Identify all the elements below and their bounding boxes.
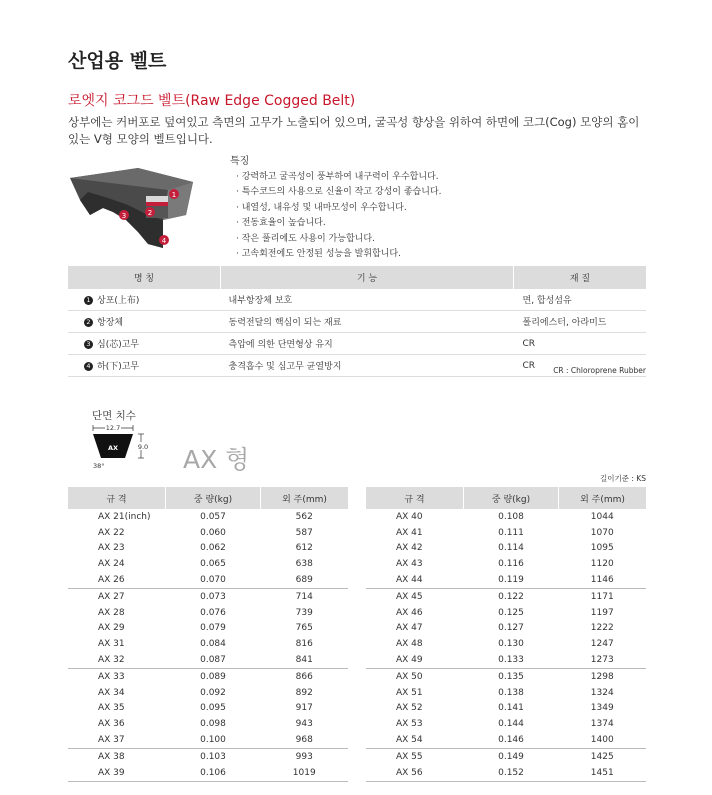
features-title: 특징 xyxy=(230,156,250,167)
belt-circumference: 1374 xyxy=(590,719,614,730)
belt-circumference: 1146 xyxy=(590,575,614,586)
belt-weight: 0.098 xyxy=(200,719,226,730)
belt-weight: 0.062 xyxy=(200,543,226,554)
belt-weight: 0.125 xyxy=(498,607,524,618)
belt-spec: AX 41 xyxy=(396,527,423,538)
table-row xyxy=(366,588,646,604)
component-function: 충격흡수 및 심고무 균열방지 xyxy=(221,355,514,377)
belt-spec: AX 45 xyxy=(366,588,464,604)
belt-circumference: 1451 xyxy=(559,765,647,781)
dimension-table-left xyxy=(68,487,348,782)
belt-weight: 0.133 xyxy=(498,655,524,666)
feature-item: · 전동효율이 높습니다. xyxy=(236,218,326,228)
belt-circumference: 765 xyxy=(295,623,313,634)
dimension-table-right xyxy=(366,487,646,782)
belt-weight: 0.073 xyxy=(166,588,261,604)
belt-circumference: 943 xyxy=(295,719,313,730)
belt-spec: AX 37 xyxy=(98,735,125,746)
belt-spec: AX 54 xyxy=(396,735,423,746)
belt-weight: 0.057 xyxy=(200,511,226,522)
component-spec-table xyxy=(68,266,646,377)
feature-item: · 고속회전에도 안정된 성능을 발휘합니다. xyxy=(236,249,401,259)
length-standard: 길이기준 : KS xyxy=(600,474,646,483)
belt-circumference: 968 xyxy=(295,735,313,746)
component-name: 심(芯)고무 xyxy=(97,340,140,350)
belt-circumference: 1070 xyxy=(590,527,614,538)
page-title: 산업용 벨트 xyxy=(68,50,167,72)
number-badge: 4 xyxy=(84,362,93,371)
belt-circumference: 1044 xyxy=(590,511,614,522)
table-row xyxy=(366,732,646,748)
belt-weight: 0.106 xyxy=(166,765,261,781)
header-spec: 규 격 xyxy=(366,487,464,509)
belt-spec: AX 52 xyxy=(396,703,423,714)
belt-circumference: 612 xyxy=(295,543,313,554)
belt-weight: 0.146 xyxy=(498,735,524,746)
belt-spec: AX 36 xyxy=(98,719,125,730)
belt-weight: 0.135 xyxy=(464,668,559,684)
belt-weight: 0.116 xyxy=(498,559,524,570)
belt-circumference: 1324 xyxy=(590,687,614,698)
belt-spec: AX 22 xyxy=(98,527,125,538)
header-weight: 중 량(kg) xyxy=(166,487,261,509)
table-row xyxy=(366,509,646,525)
belt-code: AX xyxy=(107,444,119,452)
belt-spec: AX 26 xyxy=(98,575,125,586)
belt-spec: AX 29 xyxy=(98,623,125,634)
table-row xyxy=(366,636,646,652)
belt-spec: AX 42 xyxy=(396,543,423,554)
header-function: 기 능 xyxy=(221,266,514,289)
table-row xyxy=(68,311,646,333)
belt-circumference: 1222 xyxy=(590,623,614,634)
belt-weight: 0.130 xyxy=(498,639,524,650)
cross-section-diagram xyxy=(85,422,165,482)
belt-weight: 0.119 xyxy=(498,575,524,586)
belt-spec: AX 46 xyxy=(396,607,423,618)
belt-weight: 0.092 xyxy=(200,687,226,698)
component-material: CR xyxy=(514,355,647,377)
table-row xyxy=(68,333,646,355)
belt-weight: 0.144 xyxy=(498,719,524,730)
table-row xyxy=(366,572,646,588)
width-dimension: 12.7 xyxy=(105,424,121,432)
component-name: 상포(上布) xyxy=(97,296,140,306)
belt-spec: AX 39 xyxy=(68,765,166,781)
belt-spec: AX 27 xyxy=(68,588,166,604)
belt-circumference: 562 xyxy=(295,511,313,522)
belt-spec: AX 43 xyxy=(396,559,423,570)
component-material: 폴리에스터, 아라미드 xyxy=(514,311,647,333)
table-row xyxy=(68,588,348,604)
number-badge: 1 xyxy=(84,296,93,305)
angle-dimension: 38° xyxy=(93,462,105,470)
height-dimension: 9.0 xyxy=(137,443,149,451)
belt-weight: 0.087 xyxy=(200,655,226,666)
belt-circumference: 1273 xyxy=(590,655,614,666)
belt-spec: AX 51 xyxy=(396,687,423,698)
belt-circumference: 1019 xyxy=(261,765,349,781)
table-row xyxy=(366,605,646,621)
table-row xyxy=(366,716,646,732)
table-row xyxy=(68,525,348,541)
belt-weight: 0.076 xyxy=(200,607,226,618)
table-row xyxy=(68,652,348,668)
feature-item: · 특수코드의 사용으로 신율이 작고 강성이 좋습니다. xyxy=(236,187,442,197)
table-row xyxy=(68,765,348,781)
table-row xyxy=(68,685,348,701)
number-badge: 3 xyxy=(84,340,93,349)
material-note: CR : Chloroprene Rubber xyxy=(553,366,646,375)
table-row xyxy=(68,668,348,684)
belt-circumference: 816 xyxy=(295,639,313,650)
belt-weight: 0.138 xyxy=(498,687,524,698)
belt-circumference: 917 xyxy=(295,703,313,714)
belt-spec: AX 56 xyxy=(366,765,464,781)
belt-circumference: 892 xyxy=(295,687,313,698)
table-row xyxy=(366,668,646,684)
table-row xyxy=(366,748,646,764)
belt-spec: AX 47 xyxy=(396,623,423,634)
header-name: 명 칭 xyxy=(68,266,221,289)
belt-weight: 0.141 xyxy=(498,703,524,714)
table-row xyxy=(68,289,646,311)
belt-circumference: 739 xyxy=(295,607,313,618)
section-subtitle: 로엣지 코그드 벨트(Raw Edge Cogged Belt) xyxy=(68,93,356,109)
feature-item: · 강력하고 굴곡성이 풍부하여 내구력이 우수합니다. xyxy=(236,171,439,182)
belt-weight: 0.127 xyxy=(498,623,524,634)
belt-circumference: 1247 xyxy=(590,639,614,650)
belt-circumference: 1120 xyxy=(590,559,614,570)
belt-weight: 0.084 xyxy=(200,639,226,650)
belt-circumference: 638 xyxy=(295,559,313,570)
table-row xyxy=(366,556,646,572)
table-row xyxy=(68,556,348,572)
figure-marker-1: 1 xyxy=(171,191,177,199)
table-row xyxy=(68,716,348,732)
belt-weight: 0.114 xyxy=(498,543,524,554)
table-row xyxy=(366,541,646,557)
belt-circumference: 1171 xyxy=(559,588,647,604)
header-circumference: 외 주(mm) xyxy=(261,487,349,509)
belt-weight: 0.111 xyxy=(498,527,524,538)
table-row xyxy=(68,509,348,525)
figure-marker-4: 4 xyxy=(161,237,167,245)
feature-item: · 내열성, 내유성 및 내마모성이 우수합니다. xyxy=(236,202,407,213)
belt-circumference: 993 xyxy=(261,748,349,764)
belt-spec: AX 28 xyxy=(98,607,125,618)
header-material: 재 질 xyxy=(514,266,647,289)
intro-paragraph: 상부에는 커버포로 덮여있고 측면의 고무가 노출되어 있으며, 굴곡성 향상을 위하여 하면에 코그(Cog) 모양의 홈이 있는 V형 모양의 벨트입니다. xyxy=(68,115,640,146)
figure-marker-3: 3 xyxy=(121,212,127,220)
table-row xyxy=(68,541,348,557)
belt-spec: AX 35 xyxy=(98,703,125,714)
table-row xyxy=(366,701,646,717)
belt-spec: AX 34 xyxy=(98,687,125,698)
table-row xyxy=(366,621,646,637)
table-row xyxy=(366,652,646,668)
features-list xyxy=(230,154,441,263)
belt-circumference: 1425 xyxy=(559,748,647,764)
belt-spec: AX 50 xyxy=(366,668,464,684)
belt-weight: 0.100 xyxy=(200,735,226,746)
header-weight: 중 량(kg) xyxy=(464,487,559,509)
figure-marker-2: 2 xyxy=(147,209,153,217)
belt-weight: 0.079 xyxy=(200,623,226,634)
table-row xyxy=(68,636,348,652)
belt-spec: AX 48 xyxy=(396,639,423,650)
belt-circumference: 866 xyxy=(261,668,349,684)
belt-weight: 0.103 xyxy=(166,748,261,764)
component-name: 하(下)고무 xyxy=(97,362,140,372)
table-row xyxy=(68,605,348,621)
table-row xyxy=(68,748,348,764)
table-row xyxy=(68,701,348,717)
belt-circumference: 1298 xyxy=(559,668,647,684)
belt-circumference: 587 xyxy=(295,527,313,538)
belt-circumference: 1349 xyxy=(590,703,614,714)
component-function: 동력전달의 핵심이 되는 재료 xyxy=(221,311,514,333)
belt-spec: AX 40 xyxy=(396,511,423,522)
belt-spec: AX 23 xyxy=(98,543,125,554)
belt-spec: AX 31 xyxy=(98,639,125,650)
table-row xyxy=(366,685,646,701)
number-badge: 2 xyxy=(84,318,93,327)
belt-circumference: 1400 xyxy=(590,735,614,746)
belt-weight: 0.122 xyxy=(464,588,559,604)
table-row xyxy=(366,765,646,781)
belt-weight: 0.089 xyxy=(166,668,261,684)
belt-weight: 0.108 xyxy=(498,511,524,522)
belt-circumference: 689 xyxy=(295,575,313,586)
header-spec: 규 격 xyxy=(68,487,166,509)
table-row xyxy=(68,572,348,588)
component-function: 내부항장체 보호 xyxy=(221,289,514,311)
belt-circumference: 714 xyxy=(261,588,349,604)
belt-spec: AX 24 xyxy=(98,559,125,570)
belt-weight: 0.070 xyxy=(200,575,226,586)
belt-weight: 0.065 xyxy=(200,559,226,570)
belt-illustration xyxy=(68,160,198,260)
table-row xyxy=(366,525,646,541)
belt-spec: AX 49 xyxy=(396,655,423,666)
belt-spec: AX 32 xyxy=(98,655,125,666)
cross-section-label: 단면 치수 xyxy=(92,410,136,422)
component-material: CR xyxy=(514,333,647,355)
belt-circumference: 1197 xyxy=(590,607,614,618)
belt-spec: AX 38 xyxy=(68,748,166,764)
belt-weight: 0.152 xyxy=(464,765,559,781)
belt-weight: 0.060 xyxy=(200,527,226,538)
belt-spec: AX 21(inch) xyxy=(98,511,151,522)
belt-type-title: AX 형 xyxy=(183,445,250,474)
component-function: 측압에 의한 단면형상 유지 xyxy=(221,333,514,355)
belt-weight: 0.095 xyxy=(200,703,226,714)
component-name: 항장체 xyxy=(97,318,124,328)
component-material: 면, 합성섬유 xyxy=(514,289,647,311)
belt-spec: AX 33 xyxy=(68,668,166,684)
belt-spec: AX 55 xyxy=(366,748,464,764)
belt-circumference: 841 xyxy=(295,655,313,666)
belt-spec: AX 44 xyxy=(396,575,423,586)
header-circumference: 외 주(mm) xyxy=(559,487,647,509)
belt-circumference: 1095 xyxy=(590,543,614,554)
feature-item: · 작은 풀리에도 사용이 가능합니다. xyxy=(236,233,375,244)
table-row xyxy=(68,621,348,637)
table-row xyxy=(68,732,348,748)
belt-weight: 0.149 xyxy=(464,748,559,764)
belt-spec: AX 53 xyxy=(396,719,423,730)
